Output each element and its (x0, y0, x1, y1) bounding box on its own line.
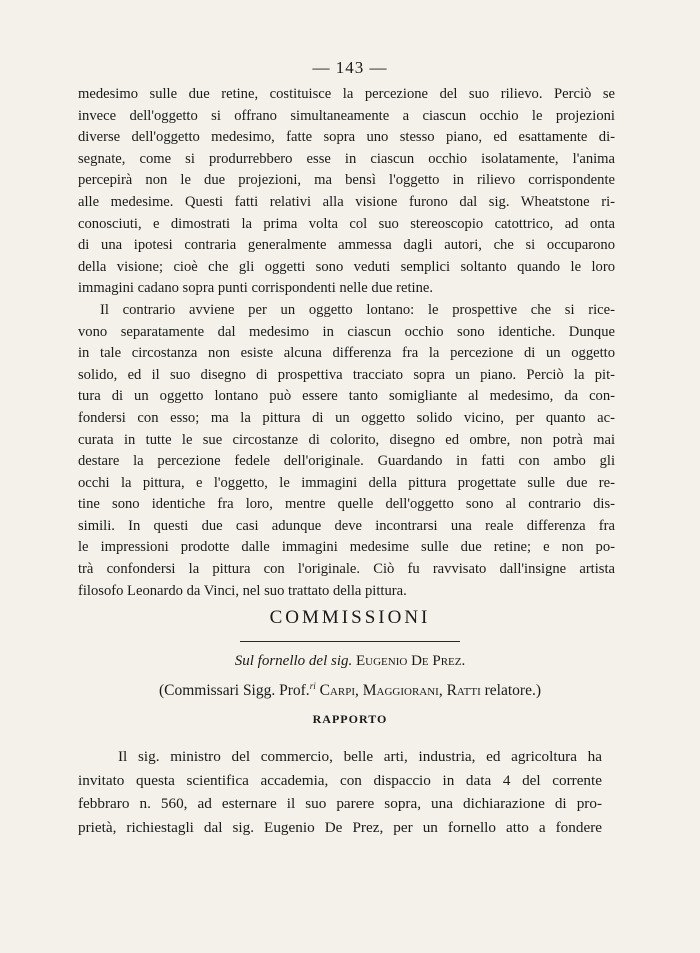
report-label: RAPPORTO (312, 712, 388, 726)
text-line: prietà, richiestagli dal sig. Eugenio De Prez, per un fornello atto a fondere (78, 818, 602, 836)
commissioners-superscript: ri (309, 681, 316, 691)
commissioners-close: relatore.) (484, 682, 542, 700)
text-line: febbraro n. 560, ad esternare il suo parere sopra, una dichiarazione di pro- (78, 795, 602, 812)
text-line: tura di un oggetto lontano può essere tanto somigliante al medesimo, da con- (78, 388, 615, 405)
commissioners-names: Carpi, Maggiorani, Ratti (319, 682, 481, 700)
section-subtitle (0, 653, 700, 670)
text-line: destare la percezione fedele dell'originale. Guardando in fatti con ambo gli (78, 453, 615, 470)
text-line: conosciuti, e dimostrati la prima volta col suo stereoscopio catottrico, ad onta (78, 215, 615, 232)
text-line: diverse dell'oggetto medesimo, fatte sopra uno stesso piano, ed esattamente di- (78, 129, 615, 146)
report-text (78, 745, 602, 839)
section-divider (240, 641, 460, 642)
text-line: Il contrario avviene per un oggetto lontano: le prospettive che si rice- (100, 301, 615, 318)
text-line: alle medesime. Questi fatti relativi alla visione furono dal sig. Wheatstone ri- (78, 193, 615, 210)
text-line: tine sono identiche fra loro, mentre quelle dell'oggetto sono al contrario dis- (78, 496, 615, 513)
text-line: occhi la pittura, e l'oggetto, le immagini della pittura progettate sulle due re- (78, 474, 615, 491)
text-line: immagini cadano sopra punti corrispondenti nelle due retine. (78, 280, 434, 297)
text-line: invitato questa scientifica accademia, con dispaccio in data 4 del corrente (78, 771, 602, 789)
subtitle-name: Eugenio De Prez. (356, 653, 466, 669)
text-line: Il sig. ministro del commercio, belle arti, industria, ed agricoltura ha (118, 748, 602, 765)
text-line: simili. In questi due casi adunque deve incontrarsi una reale differenza fra (78, 517, 615, 534)
section-title: COMMISSIONI (269, 607, 431, 628)
text-line: solido, ed il suo disegno di prospettiva tracciato sopra un piano. Perciò la pit- (78, 366, 615, 383)
text-line: di una ipotesi contraria generalmente ammessa dagli autori, che si occuparono (78, 237, 615, 254)
text-line: della visione; cioè che gli oggetti sono veduti semplici soltanto quando le loro (78, 258, 615, 275)
text-line: segnate, come si produrrebbero esse in ciascun occhio isolatamente, l'anima (78, 150, 615, 167)
text-line: in tale circostanza non esiste alcuna differenza fra la percezione di un oggetto (78, 345, 615, 362)
text-line: trà confondersi la pittura con l'originale. Ciò fu ravvisato dall'insigne artista (78, 561, 615, 578)
subtitle-prefix: Sul fornello del sig. (234, 653, 353, 669)
text-line: percepirà non le due projezioni, ma bensì l'oggetto in rilievo corrispondente (78, 172, 615, 189)
text-line: curata in tutte le sue circostanze di colorito, disegno ed ombre, non potrà mai (78, 431, 615, 448)
text-line: le impressioni prodotte dalle immagini medesime sulle due retine; e non po- (78, 539, 615, 556)
page-number: — 143 — (312, 58, 388, 77)
commissioners-line (0, 681, 700, 700)
text-line: vono separatamente dal medesimo in ciascun occhio sono identiche. Dunque (78, 323, 615, 340)
text-line: invece dell'oggetto si offrano simultaneamente a ciascun occhio le projezioni (78, 107, 615, 124)
body-text (78, 84, 615, 602)
text-line: filosofo Leonardo da Vinci, nel suo trattato della pittura. (78, 582, 407, 599)
text-line: medesimo sulle due retine, costituisce la percezione del suo rilievo. Perciò se (78, 86, 615, 102)
text-line: fondersi con esso; ma la pittura di un oggetto solido vicino, per quanto ac- (78, 409, 615, 426)
commissioners-open: (Commissari Sigg. Prof. (158, 682, 310, 700)
